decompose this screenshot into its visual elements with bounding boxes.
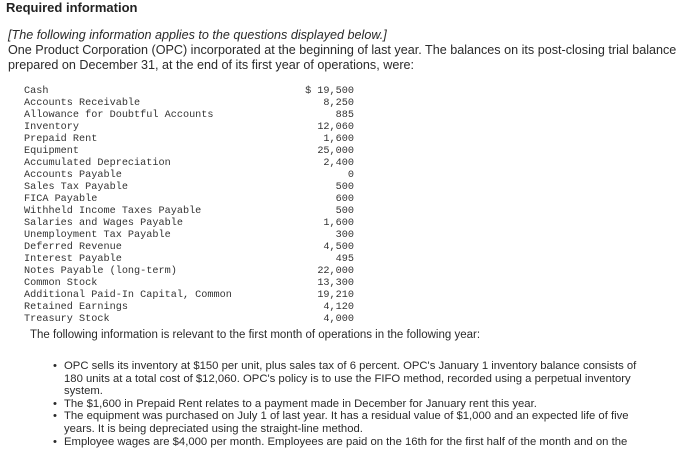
account-amount: 25,000 [317,146,354,157]
trial-balance-table [24,86,354,326]
account-amount: 885 [335,110,354,121]
bullet-icon: • [53,397,57,410]
list-item [53,410,668,435]
account-name: Additional Paid-In Capital, Common [24,290,232,301]
account-name: Common Stock [24,278,98,289]
bullet-line: Employee wages are $4,000 per month. Employees are paid on the 16th for the first half of the month and on the [64,435,628,448]
account-amount: 4,120 [323,302,354,313]
table-row [24,218,354,230]
intro-line: One Product Corporation (OPC) incorporated at the beginning of last year. The balances on its post-closing trial balance [8,43,677,57]
account-amount: 22,000 [317,266,354,277]
account-name: Deferred Revenue [24,242,122,253]
table-row [24,158,354,170]
account-amount: 0 [347,170,354,181]
table-row [24,302,354,314]
account-amount: 8,250 [323,98,354,109]
account-amount: 500 [335,206,354,217]
table-row [24,254,354,266]
account-amount: 600 [335,194,354,205]
account-name: Cash [24,86,49,97]
table-row [24,206,354,218]
account-name: Notes Payable (long-term) [24,266,177,277]
required-information-heading: Required information [6,0,138,15]
account-name: Interest Payable [24,254,122,265]
bullet-line: years. It is being depreciated using the straight-line method. [64,422,363,435]
bullet-icon: • [53,410,57,423]
table-row [24,146,354,158]
account-amount: 500 [335,182,354,193]
bullet-line: system. [64,385,103,398]
account-name: Prepaid Rent [24,134,98,145]
intro-note: [The following information applies to the questions displayed below.] [8,28,387,42]
table-row [24,110,354,122]
account-amount: 13,300 [317,278,354,289]
account-amount: 300 [335,230,354,241]
bullet-line: 180 units at a total cost of $12,060. OPC's policy is to use the FIFO method, recorded using a perpetual inventory [64,372,631,385]
table-row [24,182,354,194]
account-name: FICA Payable [24,194,98,205]
bullet-line: The equipment was purchased on July 1 of last year. It has a residual value of $1,000 and an expected life of five [64,410,629,423]
account-name: Inventory [24,122,80,133]
account-name: Sales Tax Payable [24,182,128,193]
account-amount: $ 19,500 [305,86,354,97]
table-row [24,86,354,98]
table-row [24,122,354,134]
table-row [24,134,354,146]
table-row [24,170,354,182]
account-amount: 12,060 [317,122,354,133]
bullet-line: The $1,600 in Prepaid Rent relates to a payment made in December for January rent this year. [64,397,537,410]
account-amount: 1,600 [323,218,354,229]
account-amount: 2,400 [323,158,354,169]
table-row [24,194,354,206]
following-info-heading: The following information is relevant to the first month of operations in the following year: [30,329,481,341]
list-item [53,360,668,398]
table-row [24,278,354,290]
intro-line: prepared on December 31, at the end of its first year of operations, were: [8,58,415,72]
account-name: Salaries and Wages Payable [24,218,183,229]
table-row [24,314,354,326]
account-name: Withheld Income Taxes Payable [24,206,202,217]
list-item [53,436,668,449]
account-name: Accounts Receivable [24,98,141,109]
table-row [24,242,354,254]
account-name: Treasury Stock [24,314,110,325]
table-row [24,266,354,278]
account-name: Unemployment Tax Payable [24,230,171,241]
account-name: Accounts Payable [24,170,122,181]
account-name: Accumulated Depreciation [24,158,171,169]
bullet-icon: • [53,360,57,372]
account-amount: 495 [335,254,354,265]
account-name: Retained Earnings [24,302,128,313]
table-row [24,290,354,302]
following-info-list [53,360,668,448]
intro-text [8,28,698,73]
bullet-line: OPC sells its inventory at $150 per unit, plus sales tax of 6 percent. OPC's January 1 inventory balance consists of [64,360,637,372]
account-name: Equipment [24,146,80,157]
list-item [53,398,668,411]
account-amount: 1,600 [323,134,354,145]
account-amount: 4,500 [323,242,354,253]
table-row [24,98,354,110]
account-amount: 4,000 [323,314,354,325]
table-row [24,230,354,242]
account-name: Allowance for Doubtful Accounts [24,110,214,121]
bullet-icon: • [53,435,57,448]
account-amount: 19,210 [317,290,354,301]
